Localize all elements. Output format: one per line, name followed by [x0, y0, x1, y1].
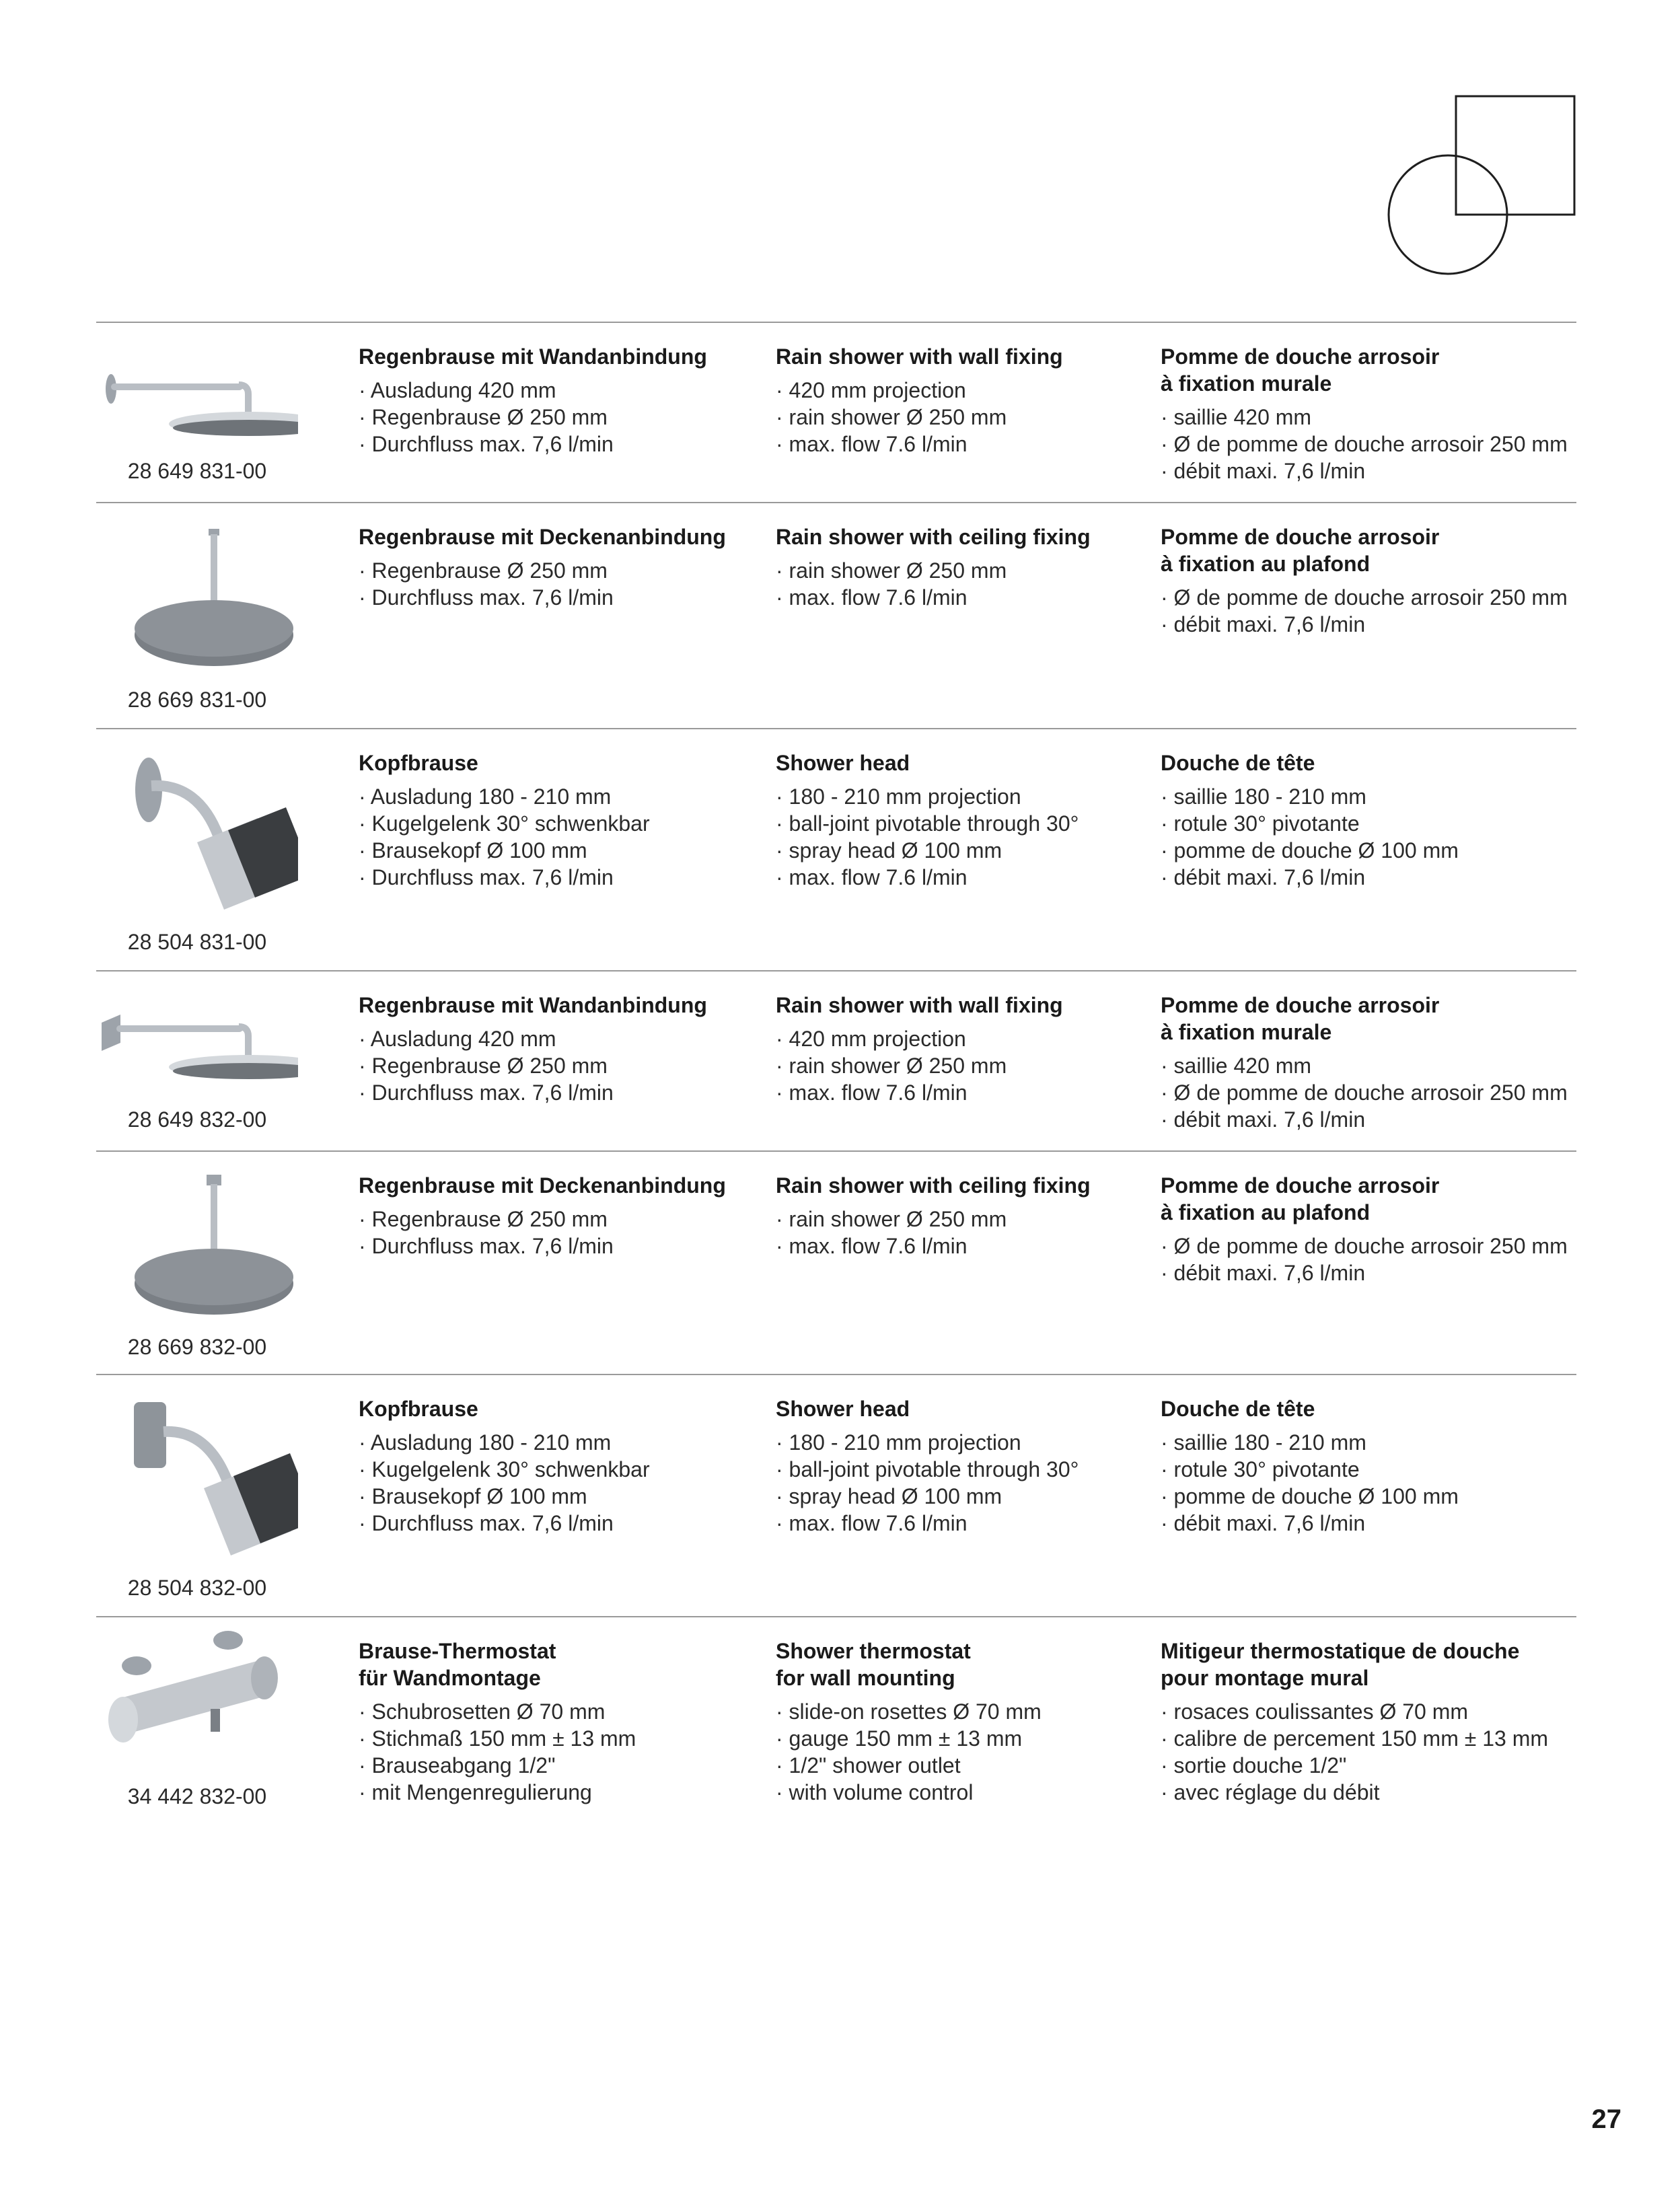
product-title-en: Rain shower with ceiling fixing [776, 525, 1091, 549]
spec-item: · Regenbrause Ø 250 mm [359, 1207, 608, 1231]
spec-item: · max. flow 7.6 l/min [776, 1511, 967, 1535]
spec-item: · Kugelgelenk 30° schwenkbar [359, 811, 650, 836]
description-fr [1161, 749, 1591, 891]
product-row [96, 502, 1576, 728]
product-title-en: Shower head [776, 1397, 910, 1421]
spec-item: · Ausladung 180 - 210 mm [359, 1430, 612, 1455]
description-de [359, 343, 769, 457]
article-number: 28 669 832-00 [127, 1335, 267, 1359]
spec-item: · Ø de pomme de douche arrosoir 250 mm [1161, 1234, 1568, 1258]
spec-item: · max. flow 7.6 l/min [776, 865, 967, 889]
spec-item: · débit maxi. 7,6 l/min [1161, 612, 1366, 636]
rain-shower-ceiling-square-icon [96, 1152, 298, 1327]
spec-item: · Brauseabgang 1/2" [359, 1753, 556, 1777]
product-title-en: Rain shower with wall fixing [776, 344, 1063, 369]
spec-item: · saillie 180 - 210 mm [1161, 784, 1366, 809]
spec-item: · gauge 150 mm ± 13 mm [776, 1726, 1023, 1751]
description-de [359, 992, 769, 1106]
spec-item: · rosaces coulissantes Ø 70 mm [1161, 1699, 1469, 1724]
spec-item: · Stichmaß 150 mm ± 13 mm [359, 1726, 636, 1751]
spec-item: · Brausekopf Ø 100 mm [359, 1484, 587, 1508]
spec-item: · 180 - 210 mm projection [776, 784, 1021, 809]
spec-item: · Regenbrause Ø 250 mm [359, 558, 608, 583]
spec-item: · débit maxi. 7,6 l/min [1161, 1261, 1366, 1285]
spec-item: · Durchfluss max. 7,6 l/min [359, 432, 614, 456]
product-title-fr: Pomme de douche arrosoir à fixation au plafond [1161, 525, 1440, 576]
description-fr [1161, 523, 1591, 638]
article-number: 28 669 831-00 [127, 688, 267, 712]
shower-head-round-rosette-icon [96, 729, 298, 924]
description-en [776, 523, 1153, 611]
shower-head-square-rosette-icon [96, 1375, 298, 1570]
description-en [776, 749, 1153, 891]
description-fr [1161, 343, 1591, 484]
spec-item: · rain shower Ø 250 mm [776, 1054, 1007, 1078]
spec-item: · max. flow 7.6 l/min [776, 1080, 967, 1105]
spec-item: · ball-joint pivotable through 30° [776, 811, 1079, 836]
spec-item: · calibre de percement 150 mm ± 13 mm [1161, 1726, 1548, 1751]
description-fr [1161, 1395, 1591, 1537]
product-title-de: Regenbrause mit Wandanbindung [359, 993, 707, 1017]
description-de [359, 1638, 769, 1806]
product-row [96, 1150, 1576, 1374]
description-en [776, 1638, 1153, 1806]
product-list [96, 322, 1576, 1831]
product-title-en: Shower thermostat for wall mounting [776, 1639, 971, 1690]
description-de [359, 749, 769, 891]
spec-item: · débit maxi. 7,6 l/min [1161, 1511, 1366, 1535]
article-number: 28 504 832-00 [127, 1576, 267, 1600]
spec-item: · ball-joint pivotable through 30° [776, 1457, 1079, 1481]
spec-item: · rain shower Ø 250 mm [776, 558, 1007, 583]
product-title-en: Rain shower with wall fixing [776, 993, 1063, 1017]
spec-item: · Durchfluss max. 7,6 l/min [359, 1080, 614, 1105]
product-title-en: Rain shower with ceiling fixing [776, 1173, 1091, 1198]
spec-item: · Kugelgelenk 30° schwenkbar [359, 1457, 650, 1481]
spec-item: · Durchfluss max. 7,6 l/min [359, 865, 614, 889]
description-en [776, 1172, 1153, 1259]
article-number: 28 649 831-00 [127, 459, 267, 483]
description-de [359, 1395, 769, 1537]
spec-item: · Ausladung 420 mm [359, 1027, 556, 1051]
spec-item: · Regenbrause Ø 250 mm [359, 405, 608, 429]
description-fr [1161, 1172, 1591, 1286]
spec-item: · rain shower Ø 250 mm [776, 1207, 1007, 1231]
spec-item: · 180 - 210 mm projection [776, 1430, 1021, 1455]
product-title-de: Regenbrause mit Deckenanbindung [359, 1173, 726, 1198]
spec-item: · débit maxi. 7,6 l/min [1161, 865, 1366, 889]
product-title-de: Regenbrause mit Deckenanbindung [359, 525, 726, 549]
spec-item: · Brausekopf Ø 100 mm [359, 838, 587, 863]
spec-item: · max. flow 7.6 l/min [776, 1234, 967, 1258]
spec-item: · 420 mm projection [776, 378, 966, 402]
product-title-fr: Pomme de douche arrosoir à fixation murale [1161, 344, 1440, 396]
product-title-fr: Pomme de douche arrosoir à fixation murale [1161, 993, 1440, 1044]
product-title-fr: Douche de tête [1161, 1397, 1315, 1421]
product-title-en: Shower head [776, 751, 910, 775]
spec-item: · pomme de douche Ø 100 mm [1161, 838, 1459, 863]
product-title-fr: Mitigeur thermostatique de douche pour montage mural [1161, 1639, 1520, 1690]
spec-item: · avec réglage du débit [1161, 1780, 1380, 1804]
spec-item: · Ausladung 180 - 210 mm [359, 784, 612, 809]
brand-logo-icon [1386, 91, 1588, 293]
description-en [776, 1395, 1153, 1537]
product-row [96, 728, 1576, 970]
spec-item: · Ausladung 420 mm [359, 378, 556, 402]
product-row [96, 1374, 1576, 1616]
description-en [776, 343, 1153, 457]
spec-item: · saillie 180 - 210 mm [1161, 1430, 1366, 1455]
spec-item: · spray head Ø 100 mm [776, 1484, 1002, 1508]
spec-item: · sortie douche 1/2" [1161, 1753, 1347, 1777]
spec-item: · débit maxi. 7,6 l/min [1161, 459, 1366, 483]
rain-shower-wall-arm-square-icon [96, 971, 298, 1106]
spec-item: · max. flow 7.6 l/min [776, 585, 967, 610]
spec-item: · Durchfluss max. 7,6 l/min [359, 1511, 614, 1535]
spec-item: · Regenbrause Ø 250 mm [359, 1054, 608, 1078]
product-row [96, 322, 1576, 502]
product-row [96, 1616, 1576, 1831]
description-fr [1161, 1638, 1591, 1806]
spec-item: · mit Mengenregulierung [359, 1780, 592, 1804]
spec-item: · 420 mm projection [776, 1027, 966, 1051]
spec-item: · slide-on rosettes Ø 70 mm [776, 1699, 1042, 1724]
spec-item: · Ø de pomme de douche arrosoir 250 mm [1161, 585, 1568, 610]
spec-item: · débit maxi. 7,6 l/min [1161, 1107, 1366, 1132]
spec-item: · Ø de pomme de douche arrosoir 250 mm [1161, 1080, 1568, 1105]
spec-item: · 1/2" shower outlet [776, 1753, 961, 1777]
spec-item: · spray head Ø 100 mm [776, 838, 1002, 863]
article-number: 28 504 831-00 [127, 930, 267, 954]
product-title-de: Kopfbrause [359, 1397, 478, 1421]
spec-item: · pomme de douche Ø 100 mm [1161, 1484, 1459, 1508]
spec-item: · saillie 420 mm [1161, 405, 1312, 429]
rain-shower-ceiling-icon [96, 503, 298, 678]
product-title-fr: Pomme de douche arrosoir à fixation au plafond [1161, 1173, 1440, 1224]
product-title-fr: Douche de tête [1161, 751, 1315, 775]
product-title-de: Kopfbrause [359, 751, 478, 775]
spec-item: · rotule 30° pivotante [1161, 811, 1360, 836]
page-number: 27 [1591, 2104, 1621, 2134]
spec-item: · rotule 30° pivotante [1161, 1457, 1360, 1481]
spec-item: · Schubrosetten Ø 70 mm [359, 1699, 606, 1724]
spec-item: · with volume control [776, 1780, 974, 1804]
product-row [96, 970, 1576, 1150]
product-title-de: Regenbrause mit Wandanbindung [359, 344, 707, 369]
spec-item: · rain shower Ø 250 mm [776, 405, 1007, 429]
spec-item: · Ø de pomme de douche arrosoir 250 mm [1161, 432, 1568, 456]
description-de [359, 1172, 769, 1259]
article-number: 34 442 832-00 [127, 1784, 267, 1808]
rain-shower-wall-arm-icon [96, 323, 298, 457]
article-number: 28 649 832-00 [127, 1107, 267, 1132]
description-de [359, 523, 769, 611]
spec-item: · max. flow 7.6 l/min [776, 432, 967, 456]
spec-item: · saillie 420 mm [1161, 1054, 1312, 1078]
spec-item: · Durchfluss max. 7,6 l/min [359, 585, 614, 610]
spec-item: · Durchfluss max. 7,6 l/min [359, 1234, 614, 1258]
description-fr [1161, 992, 1591, 1133]
shower-thermostat-icon [96, 1617, 298, 1772]
product-title-de: Brause-Thermostat für Wandmontage [359, 1639, 556, 1690]
description-en [776, 992, 1153, 1106]
